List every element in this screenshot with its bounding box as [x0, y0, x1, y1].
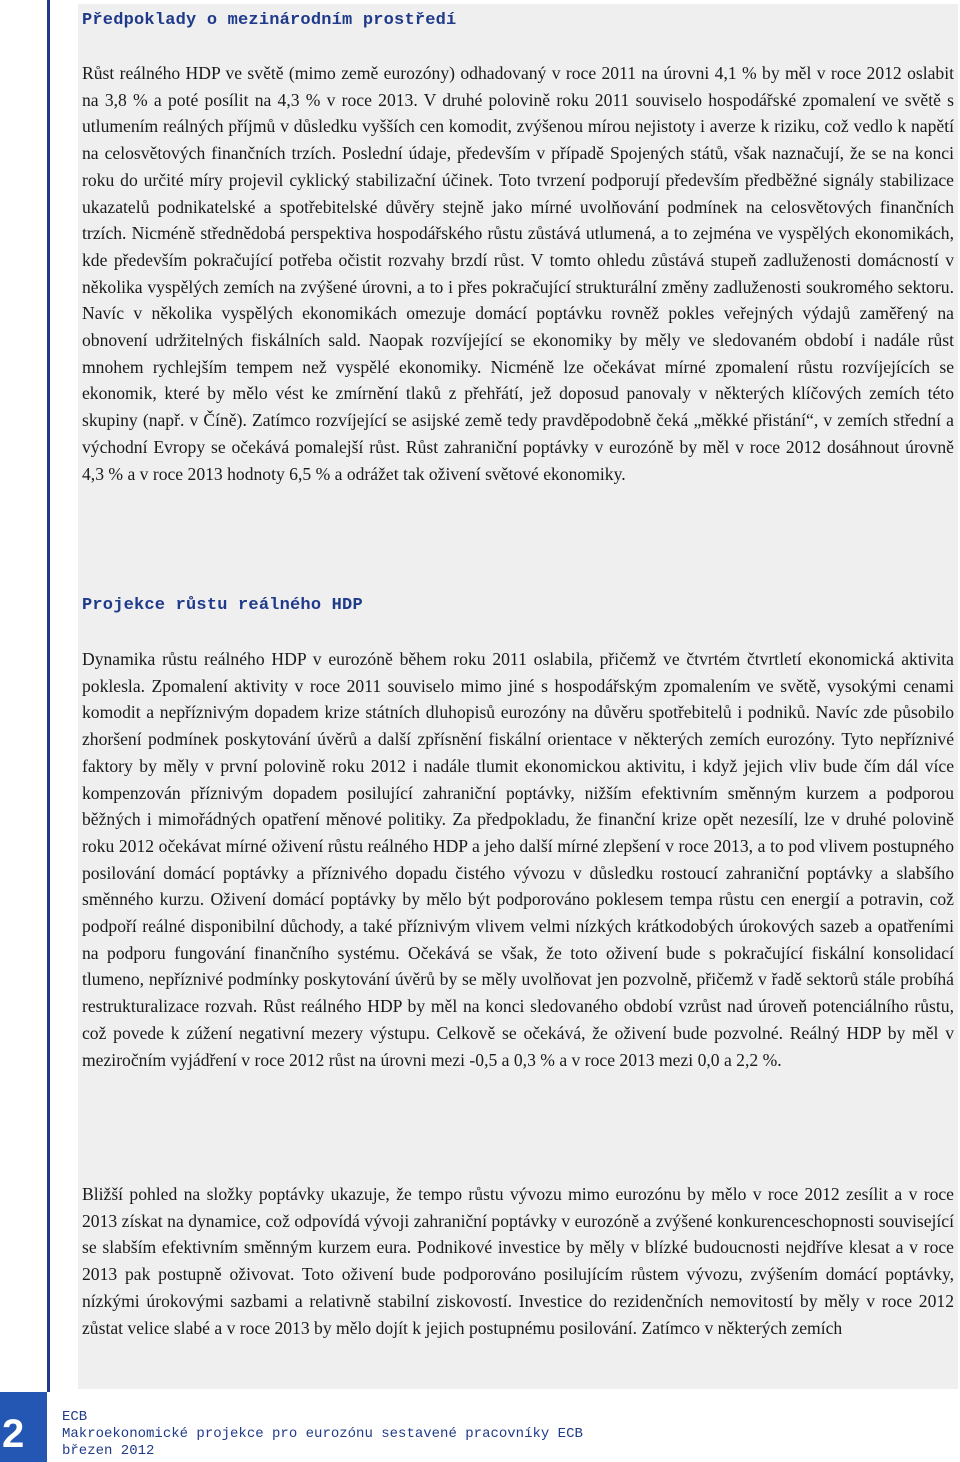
page-number: 2: [2, 1412, 25, 1456]
paragraph-demand-components: Bližší pohled na složky poptávky ukazuje, že tempo růstu vývozu mimo eurozónu by mělo v roce 2012 zesílit a v roce 2013 získat na dynamice, což odpovídá vývoji zahraniční poptávky v eurozóně a zvýšené konkurenceschopnosti související se slabším efektivním směnným kurzem eura. Podnikové investice by měly v blízké budoucnosti nejdříve klesat a v roce 2013 pak postupně oživovat. Toto oživení bude podporováno posilujícím růstem vývozu, zvýšením domácí poptávky, nízkými úrokovými sazbami a relativně stabilní ziskovostí. Investice do rezidenčních nemovitostí by měly v roce 2012 zůstat velice slabé a v roce 2013 by mělo dojít k jejich postupnému posilování. Zatímco v některých zemích: [82, 1184, 954, 1338]
footer-publisher: ECB: [62, 1409, 88, 1425]
page-footer: [0, 1392, 960, 1462]
page-number-tab: [0, 1392, 47, 1462]
paragraph-international-environment: Růst reálného HDP ve světě (mimo země eurozóny) odhadovaný v roce 2011 na úrovni 4,1 % by měl v roce 2012 oslabit na 3,8 % a poté posílit na 4,3 % v roce 2013. V druhé polovině roku 2011 souviselo hospodářské zpomalení ve světě s utlumením reálných příjmů v důsledku vyšších cen komodit, zvýšenou mírou nejistoty i averze k riziku, což vedlo k napětí na celosvětových finančních trzích. Poslední údaje, především v případě Spojených států, však naznačují, že se na konci roku do určité míry projevil cyklický stabilizační účinek. Toto tvrzení podporují především předběžné signály stabilizace ukazatelů podnikatelské a spotřebitelské důvěry stejně jako mírné uvolňování podmínek na celosvětových finančních trzích. Nicméně střednědobá perspektiva hospodářského růstu zůstává utlumená, a to zejména ve vyspělých ekonomikách, kde především pokračující potřeba očistit rozvahy brzdí růst. V tomto ohledu zůstává stupeň zadluženosti domácností v několika vyspělých zemích na zvýšené úrovni, a to i přes pokračující strukturální změny zadluženosti soukromého sektoru. Navíc v několika vyspělých ekonomikách omezuje domácí poptávku rovněž pokles veřejných výdajů zaměřený na obnovení udržitelných fiskálních sald. Naopak rozvíjející se ekonomiky by měly ve sledovaném období i nadále růst mnohem rychlejším tempem než vyspělé ekonomiky. Nicméně lze očekávat mírné zpomalení růstu rozvíjejících se ekonomik, které by mělo vést ke zmírnění tlaků z přehřátí, jež doposud panovaly v některých klíčových zemích této skupiny (např. v Číně). Zatímco rozvíjející se asijské země tedy pravděpodobně čeká „měkké přistání“, v zemích střední a východní Evropy se očekává pomalejší růst. Růst zahraniční poptávky v eurozóně by měl v roce 2012 dosáhnout úrovně 4,3 % a v roce 2013 hodnoty 6,5 % a odrážet tak oživení světové ekonomiky.: [82, 63, 954, 484]
section-heading-gdp-projection: Projekce růstu reálného HDP: [82, 596, 363, 615]
footer-publication-title: Makroekonomické projekce pro eurozónu sestavené pracovníky ECB: [62, 1426, 583, 1442]
paragraph-gdp-growth: Dynamika růstu reálného HDP v eurozóně během roku 2011 oslabila, přičemž ve čtvrtém čtvrtletí ekonomická aktivita poklesla. Zpomalení aktivity v roce 2011 souviselo mimo jiné s hospodářským zpomalením ve světě, vysokými cenami komodit a nepříznivým dopadem krize státních dluhopisů eurozóny na důvěru spotřebitelů i podniků. Navíc zde působilo zhoršení podmínek poskytování úvěrů a další zpřísnění fiskální orientace v některých zemích eurozóny. Tyto nepříznivé faktory by měly v první polovině roku 2012 i nadále tlumit ekonomickou aktivitu, i když jejich vliv bude čím dál více kompenzován příznivým dopadem posilující zahraniční poptávky, nižším efektivním směnným kurzem a podporou běžných i mimořádných opatření měnové politiky. Za předpokladu, že finanční krize opět nezesílí, lze v druhé polovině roku 2012 očekávat mírné oživení růstu reálného HDP a jeho další mírné zlepšení v roce 2013, a to pod vlivem postupného posilování domácí poptávky a příznivého dopadu čistého vývozu v důsledku rostoucí zahraniční poptávky a slabšího směnného kurzu. Oživení domácí poptávky by mělo být podporováno poklesem tempa růstu cen energií a potravin, což podpoří reálné disponibilní důchody, a také příznivým vlivem velmi nízkých krátkodobých úrokových sazeb a opatřeními na podporu fungování finančního systému. Očekává se však, že toto oživení bude s pokračující fiskální konsolidací tlumeno, nepříznivé podmínky poskytování úvěrů by se měly uvolňovat jen pozvolně, přičemž v řadě sektorů stále probíhá restrukturalizace rozvah. Růst reálného HDP by měl na konci sledovaného období vzrůst nad úroveň potenciálního růstu, což povede k zúžení negativní mezery výstupu. Celkově se očekává, že oživení bude pozvolné. Reálný HDP by měl v meziročním vyjádření v roce 2012 růst na úrovni mezi -0,5 a 0,3 % a v roce 2013 mezi 0,0 a 2,2 %.: [82, 649, 954, 1070]
section-heading-international: Předpoklady o mezinárodním prostředí: [82, 11, 457, 30]
main-content: [78, 4, 958, 1389]
left-margin-rule: [47, 0, 50, 1392]
footer-date: březen 2012: [62, 1443, 155, 1459]
